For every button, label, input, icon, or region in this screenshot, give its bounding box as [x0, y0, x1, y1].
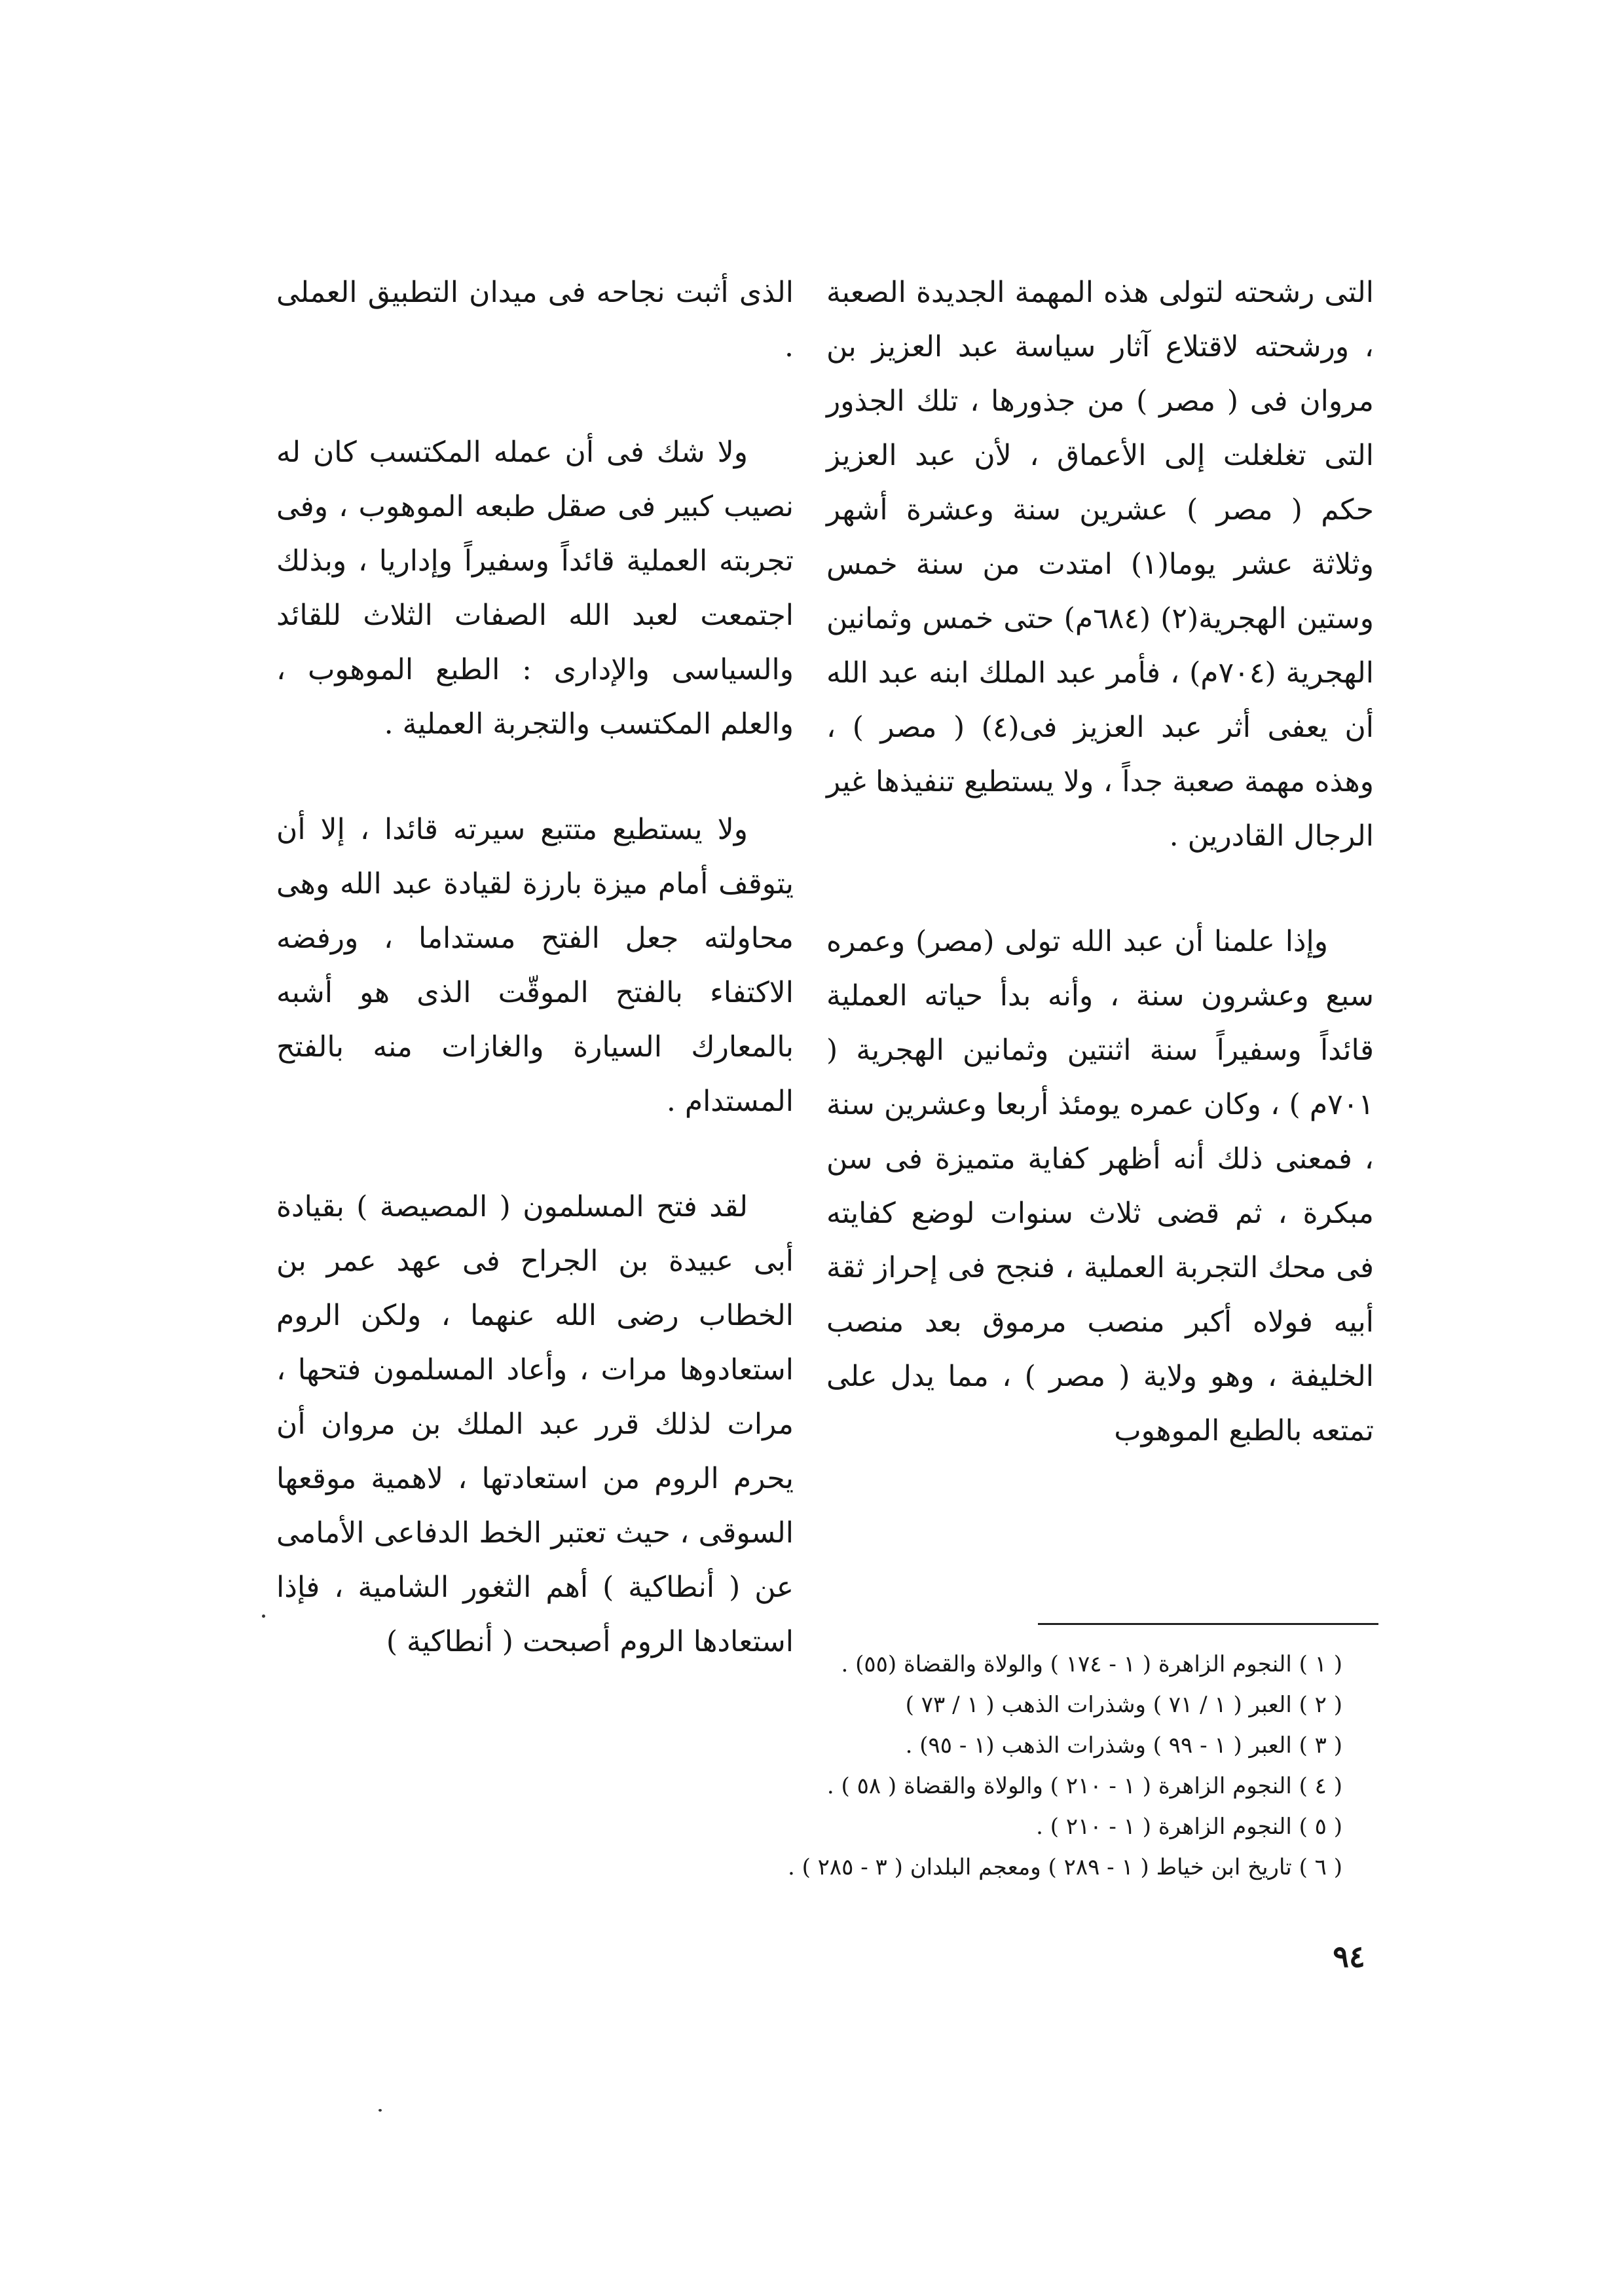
footnote-6: ( ٦ ) تاريخ ابن خياط ( ١ - ٢٨٩ ) ومعجم البلدان ( ٣ - ٢٨٥ ) .: [787, 1854, 1342, 1880]
left-paragraph-1: الذى أثبت نجاحه فى ميدان التطبيق العملى .: [276, 276, 794, 364]
footnote-2: ( ٢ ) العبر ( ١ / ٧١ ) وشذرات الذهب ( ١ / ٧٣ ): [905, 1692, 1342, 1718]
page-number: ٩٤: [1333, 1939, 1365, 1974]
footnote-3: ( ٣ ) العبر ( ١ - ٩٩ ) وشذرات الذهب (١ - ٩٥) .: [905, 1732, 1342, 1759]
left-paragraph-2: ولا شك فى أن عمله المكتسب كان له نصيب كبير فى صقل طبعه الموهوب ، وفى تجربته العملية قائداً وسفيراً وإداريا ، وبذلك اجتمعت لعبد الله الصفات الثلاث للقائد والسياسى والإدارى : الطبع الموهوب ، والعلم المكتسب والتجربة العملية .: [276, 436, 794, 741]
left-paragraph-4: لقد فتح المسلمون ( المصيصة ) بقيادة أبى عبيدة بن الجراح فى عهد عمر بن الخطاب رضى الله عنهما ، ولكن الروم استعادوها مرات ، وأعاد المسلمون فتحها ، مرات لذلك قرر عبد الملك بن مروان أن يحرم الروم من استعادتها ، لاهمية موقعها السوقى ، حيث تعتبر الخط الدفاعى الأمامى عن ( أنطاكية ) أهم الثغور الشامية ، فإذا استعادها الروم أصبحت ( أنطاكية ): [276, 1190, 794, 1658]
footnotes: [360, 1644, 1342, 1888]
left-text-column: [276, 265, 794, 1720]
right-paragraph-1: التى رشحته لتولى هذه المهمة الجديدة الصعبة ، ورشحته لاقتلاع آثار سياسة عبد العزيز بن مروان فى ( مصر ) من جذورها ، تلك الجذور التى تغلغلت إلى الأعماق ، لأن عبد العزيز حكم ( مصر ) عشرين سنة وعشرة أشهر وثلاثة عشر يوما(١) امتدت من سنة خمس وستين الهجرية(٢) (٦٨٤م) حتى خمس وثمانين الهجرية (٧٠٤م) ، فأمر عبد الملك ابنه عبد الله أن يعفى أثر عبد العزيز فى(٤) ( مصر ) ، وهذه مهمة صعبة جداً ، ولا يستطيع تنفيذها غير الرجال القادرين .: [826, 276, 1375, 853]
left-paragraph-3: ولا يستطيع متتبع سيرته قائدا ، إلا أن يتوقف أمام ميزة بارزة لقيادة عبد الله وهى محاولته جعل الفتح مستداما ، ورفضه الاكتفاء بالفتح الموقّت الذى هو أشبه بالمعارك السيارة والغازات منه بالفتح المستدام .: [276, 813, 794, 1118]
footnote-1: ( ١ ) النجوم الزاهرة ( ١ - ١٧٤ ) والولاة والقضاة (٥٥) .: [841, 1651, 1342, 1677]
footnote-4: ( ٤ ) النجوم الزاهرة ( ١ - ٢١٠ ) والولاة والقضاة ( ٥٨ ) .: [826, 1773, 1342, 1799]
scan-speck: [378, 2109, 382, 2112]
right-text-column: [826, 265, 1374, 1509]
footnote-5: ( ٥ ) النجوم الزاهرة ( ١ - ٢١٠ ) .: [1036, 1814, 1342, 1840]
footnote-divider: [1038, 1623, 1378, 1625]
scan-speck: [262, 1614, 265, 1618]
right-paragraph-2: وإذا علمنا أن عبد الله تولى (مصر) وعمره سبع وعشرون سنة ، وأنه بدأ حياته العملية قائداً وسفيراً سنة اثنتين وثمانين الهجرية ( ٧٠١م ) ، وكان عمره يومئذ أربعا وعشرين سنة ، فمعنى ذلك أنه أظهر كفاية متميزة فى سن مبكرة ، ثم قضى ثلاث سنوات لوضع كفايته فى محك التجربة العملية ، فنجح فى إحراز ثقة أبيه فولاه أكبر منصب مرموق بعد منصب الخليفة ، وهو ولاية ( مصر ) ، مما يدل على تمتعه بالطبع الموهوب: [826, 925, 1374, 1447]
